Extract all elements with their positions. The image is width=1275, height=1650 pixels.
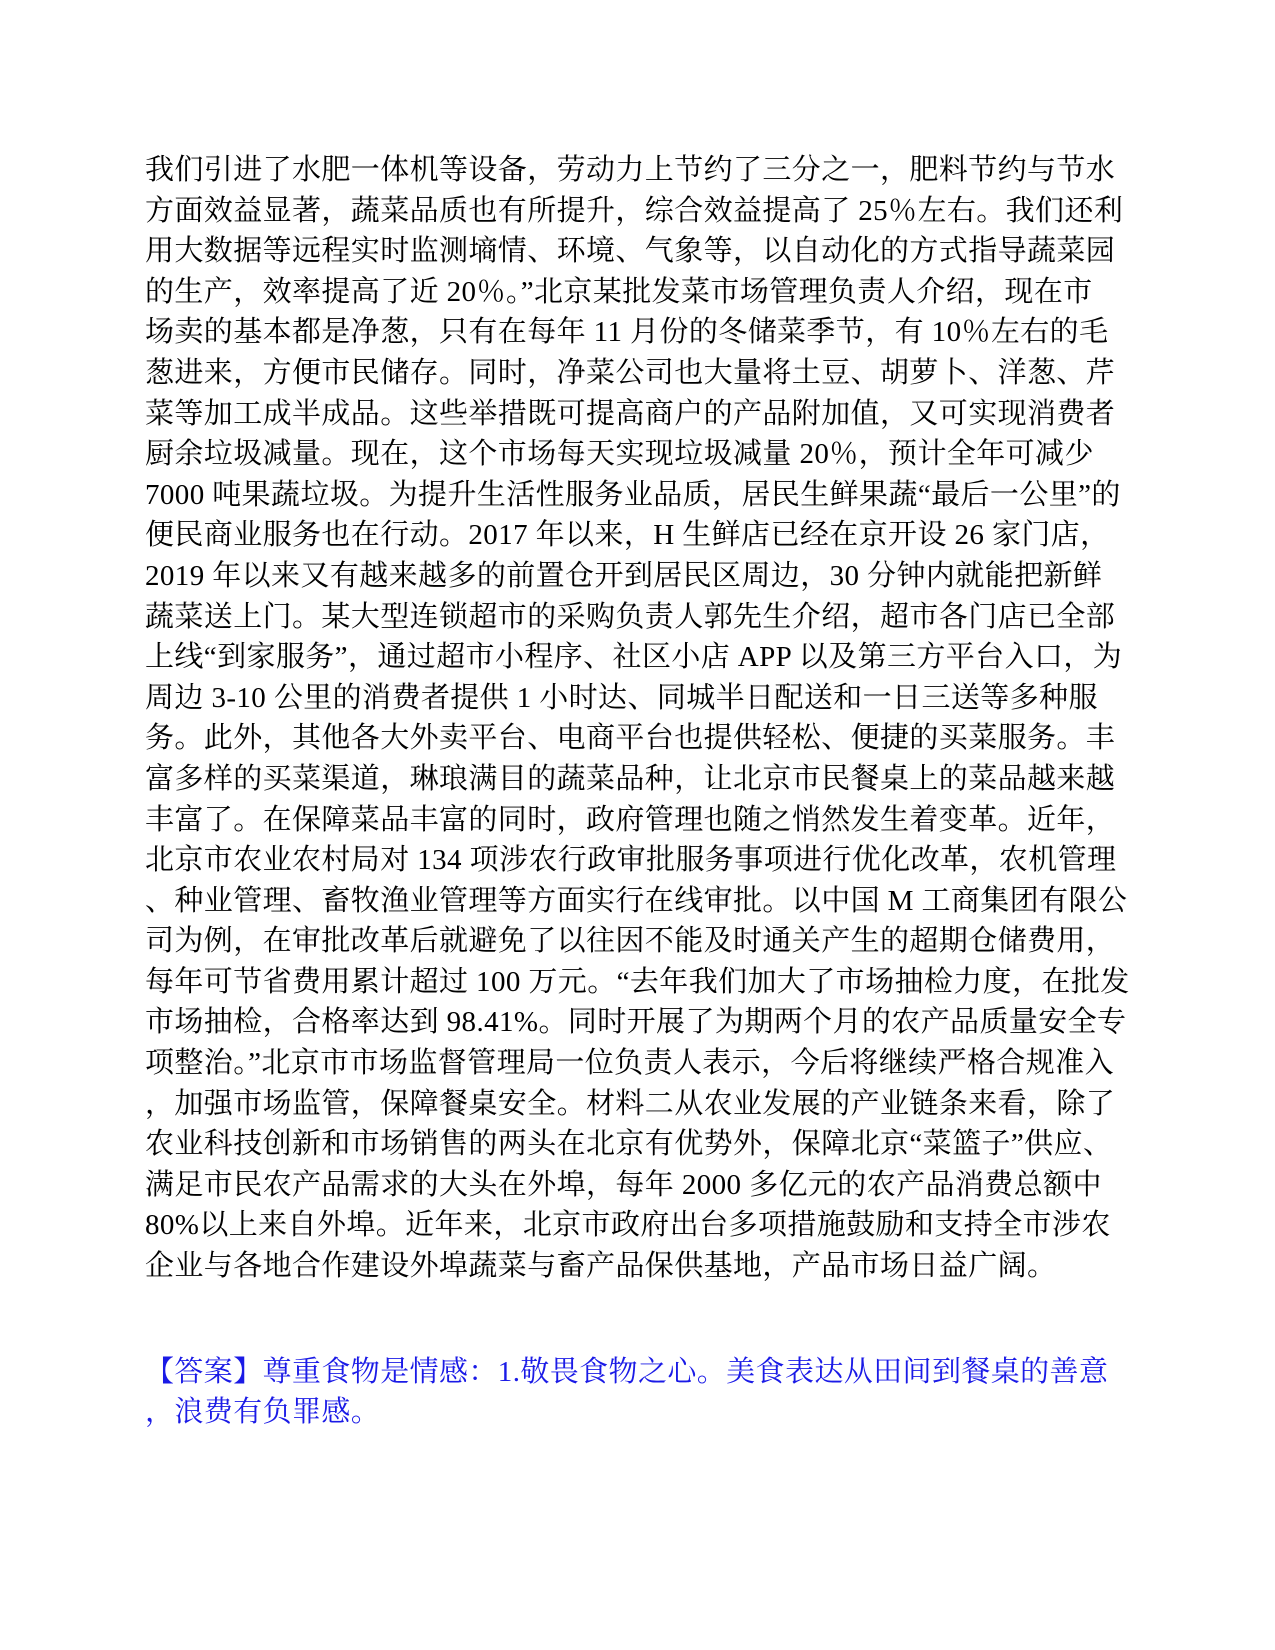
answer-line xyxy=(145,1352,1115,1393)
material-text-line: 市场抽检，合格率达到 98.41%。同时开展了为期两个月的农产品质量安全专 xyxy=(145,1006,1127,1039)
material-text-line: 北京市农业农村局对 134 项涉农行政审批服务事项进行优化改革，农机管理 xyxy=(145,844,1117,877)
material-text-line: 菜等加工成半成品。这些举措既可提高商户的产品附加值，又可实现消费者 xyxy=(145,397,1116,430)
material-text-line: 用大数据等远程实时监测墒情、环境、气象等，以自动化的方式指导蔬菜园 xyxy=(145,235,1116,268)
material-text-line: 司为例，在审批改革后就避免了以往因不能及时通关产生的超期仓储费用， xyxy=(145,925,1116,958)
material-text-line: 上线“到家服务”，通过超市小程序、社区小店 APP 以及第三方平台入口，为 xyxy=(145,641,1123,674)
answer-line: ，浪费有负罪感。 xyxy=(145,1396,381,1429)
material-text-line: 务。此外，其他各大外卖平台、电商平台也提供轻松、便捷的买菜服务。丰 xyxy=(145,722,1116,755)
material-text-line: 方面效益显著，蔬菜品质也有所提升，综合效益提高了 25％左右。我们还利 xyxy=(145,194,1124,227)
material-text-line: 满足市民农产品需求的大头在外埠，每年 2000 多亿元的农产品消费总额中 xyxy=(145,1168,1102,1201)
material-text-line: 2019 年以来又有越来越多的前置仓开到居民区周边，30 分钟内就能把新鲜 xyxy=(145,559,1103,592)
answer-text: 尊重食物是情感：1.敬畏食物之心。美食表达从田间到餐桌的善意 xyxy=(262,1355,1109,1388)
page-content xyxy=(145,150,1130,1433)
material-text-line: 80%以上来自外埠。近年来，北京市政府出台多项措施鼓励和支持全市涉农 xyxy=(145,1209,1111,1242)
answer-paragraph xyxy=(145,1352,1115,1433)
material-text-line: 蔬菜送上门。某大型连锁超市的采购负责人郭先生介绍，超市各门店已全部 xyxy=(145,600,1116,633)
material-text-line: 我们引进了水肥一体机等设备，劳动力上节约了三分之一，肥料节约与节水 xyxy=(145,154,1116,186)
material-text-line: 场卖的基本都是净葱，只有在每年 11 月份的冬储菜季节，有 10％左右的毛 xyxy=(145,316,1109,349)
material-text-line: 的生产，效率提高了近 20％。”北京某批发菜市场管理负责人介绍，现在市 xyxy=(145,275,1093,308)
material-text-line: 、种业管理、畜牧渔业管理等方面实行在线审批。以中国 M 工商集团有限公 xyxy=(145,884,1128,917)
material-paragraph xyxy=(145,150,1130,1287)
material-text-line: 每年可节省费用累计超过 100 万元。“去年我们加大了市场抽检力度，在批发 xyxy=(145,965,1130,998)
material-text-line: 厨余垃圾减量。现在，这个市场每天实现垃圾减量 20％，预计全年可减少 xyxy=(145,438,1094,471)
material-text-line: 农业科技创新和市场销售的两头在北京有优势外，保障北京“菜篮子”供应、 xyxy=(145,1128,1113,1161)
material-text-line: 7000 吨果蔬垃圾。为提升生活性服务业品质，居民生鲜果蔬“最后一公里”的 xyxy=(145,478,1121,511)
material-text-line: 企业与各地合作建设外埠蔬菜与畜产品保供基地，产品市场日益广阔。 xyxy=(145,1250,1057,1283)
answer-label: 【答案】 xyxy=(145,1355,263,1388)
material-text-line: 项整治。”北京市市场监督管理局一位负责人表示，今后将继续严格合规准入 xyxy=(145,1047,1114,1080)
material-text-line: 葱进来，方便市民储存。同时，净菜公司也大量将土豆、胡萝卜、洋葱、芹 xyxy=(145,356,1116,389)
material-text-line: 富多样的买菜渠道，琳琅满目的蔬菜品种，让北京市民餐桌上的菜品越来越 xyxy=(145,762,1116,795)
material-text-line: 丰富了。在保障菜品丰富的同时，政府管理也随之悄然发生着变革。近年， xyxy=(145,803,1116,836)
material-text-line: 周边 3-10 公里的消费者提供 1 小时达、同城半日配送和一日三送等多种服 xyxy=(145,681,1098,714)
material-text-line: ，加强市场监管，保障餐桌安全。材料二从农业发展的产业链条来看，除了 xyxy=(145,1087,1116,1120)
material-text-line: 便民商业服务也在行动。2017 年以来，H 生鲜店已经在京开设 26 家门店， xyxy=(145,519,1110,552)
